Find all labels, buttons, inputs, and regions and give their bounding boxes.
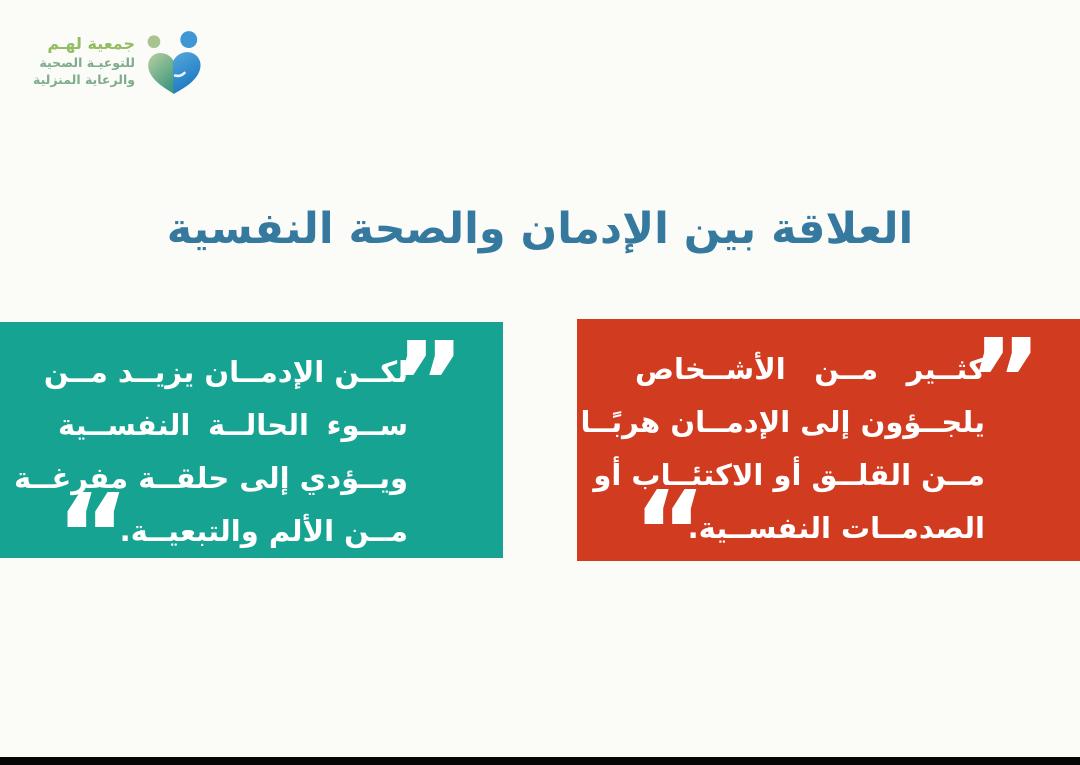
slide-title: العلاقة بين الإدمان والصحة النفسية: [166, 204, 914, 254]
logo-association-name: جمعية لهـم: [47, 34, 135, 53]
quote-line: ويــؤدي إلى حلقــة مفرغــة: [14, 461, 408, 495]
open-quote-icon: ”: [968, 316, 1042, 446]
quote-box-people-resort-to-addiction: [577, 316, 1080, 598]
heart-people-logo-icon: [142, 28, 206, 104]
quote-line: ســوء الحالــة النفســية: [58, 408, 408, 442]
close-quote-icon: “: [633, 468, 707, 598]
letterbox-bar: [0, 757, 1080, 765]
open-quote-icon: ”: [391, 319, 465, 449]
logo: [33, 28, 206, 104]
quote-line: مــن الألم والتبعيــة.: [119, 514, 408, 548]
close-quote-icon: “: [56, 471, 130, 601]
quote-line: كثــير مــن الأشــخاص: [635, 352, 985, 386]
quote-box-addiction-worsens: [0, 319, 503, 601]
logo-tagline-line2: والرعاية المنزلية: [33, 72, 135, 87]
quote-line: مــن القلــق أو الاكتئــاب أو: [593, 458, 985, 492]
logo-tagline-line1: للتوعيـة الصحية: [39, 55, 135, 70]
quote-line: يلجــؤون إلى الإدمــان هربًــا: [580, 405, 985, 439]
quote-line: لكــن الإدمــان يزيــد مــن: [43, 355, 408, 389]
quote-line: الصدمــات النفســية.: [687, 511, 985, 545]
logo-text: [33, 28, 135, 88]
